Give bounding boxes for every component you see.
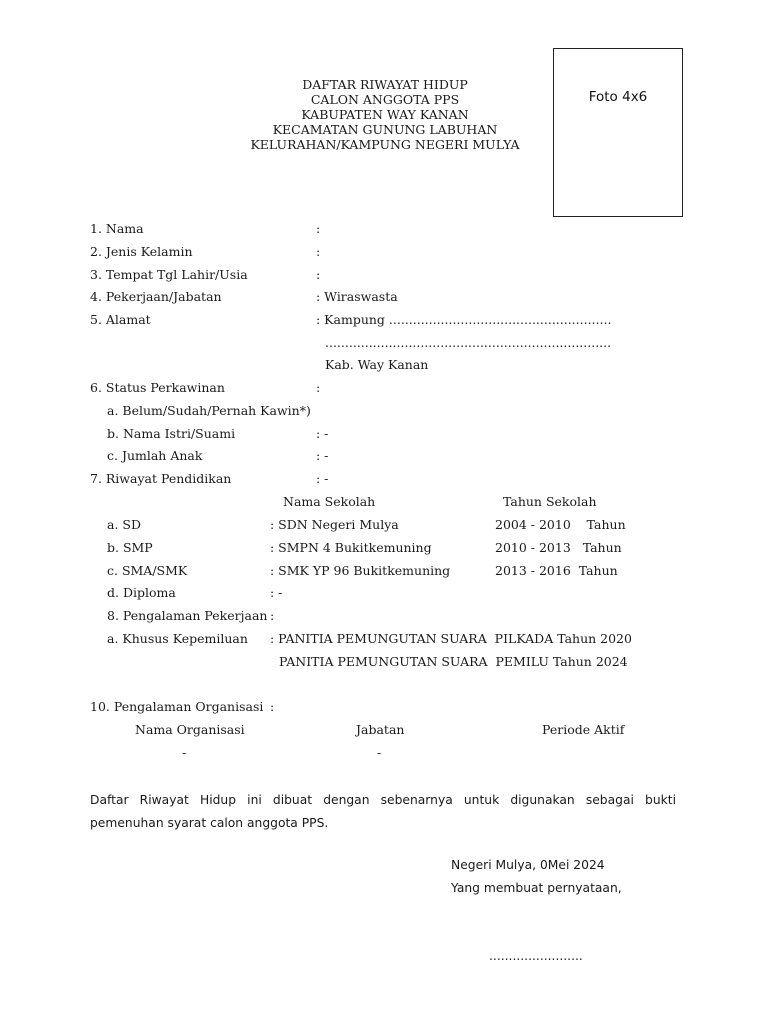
field-nama-label: 1. Nama <box>90 221 144 236</box>
field-ttl-value: : <box>316 267 321 282</box>
statement-paragraph: Daftar Riwayat Hidup ini dibuat dengan sebenarnya untuk digunakan sebagai bukti pemenuhan syarat calon anggota PPS. <box>90 793 676 830</box>
education-level: a. SD <box>107 517 141 532</box>
signature-place-date: Negeri Mulya, 0Mei 2024 <box>451 858 605 872</box>
field-status-value: : <box>316 380 321 395</box>
education-year: 2004 - 2010 Tahun <box>495 517 626 532</box>
experience-khusus-line1: : PANITIA PEMUNGUTAN SUARA PILKADA Tahun 2020 <box>270 631 632 646</box>
document-header <box>230 77 540 152</box>
organization-colon: : <box>270 699 275 714</box>
experience-label: 8. Pengalaman Pekerjaan <box>107 608 268 623</box>
field-status-b-label: b. Nama Istri/Suami <box>107 426 236 441</box>
field-status-a-label: a. Belum/Sudah/Pernah Kawin*) <box>107 403 311 418</box>
header-title: DAFTAR RIWAYAT HIDUP <box>302 77 468 92</box>
field-pendidikan-value: : - <box>316 471 329 486</box>
field-ttl-label: 3. Tempat Tgl Lahir/Usia <box>90 267 248 282</box>
field-pendidikan-label: 7. Riwayat Pendidikan <box>90 471 232 486</box>
experience-colon: : <box>270 608 275 623</box>
photo-label: Foto 4x6 <box>588 89 648 105</box>
organization-label: 10. Pengalaman Organisasi <box>90 699 264 714</box>
education-school: : - <box>270 585 283 600</box>
photo-box <box>553 48 683 217</box>
signature-maker: Yang membuat pernyataan, <box>451 881 622 895</box>
education-level: b. SMP <box>107 540 153 555</box>
signature-name-dots: ........................ <box>489 949 583 963</box>
experience-khusus-line2: PANITIA PEMUNGUTAN SUARA PEMILU Tahun 2024 <box>279 654 628 669</box>
education-year: 2010 - 2013 Tahun <box>495 540 622 555</box>
organization-col-name: Nama Organisasi <box>135 722 245 737</box>
organization-col-period: Periode Aktif <box>542 722 625 737</box>
field-status-c-value: : - <box>316 448 329 463</box>
field-status-label: 6. Status Perkawinan <box>90 380 225 395</box>
field-jenis-kelamin-value: : <box>316 244 321 259</box>
education-col-year: Tahun Sekolah <box>503 494 597 509</box>
field-jenis-kelamin-label: 2. Jenis Kelamin <box>90 244 193 259</box>
header-village: KELURAHAN/KAMPUNG NEGERI MULYA <box>250 137 520 152</box>
field-alamat-line1: : Kampung ........................................................ <box>316 312 612 327</box>
education-level: c. SMA/SMK <box>107 563 188 578</box>
field-status-c-label: c. Jumlah Anak <box>107 448 203 463</box>
field-alamat-label: 5. Alamat <box>90 312 151 327</box>
field-pekerjaan-value: : Wiraswasta <box>316 289 398 304</box>
field-pekerjaan-label: 4. Pekerjaan/Jabatan <box>90 289 222 304</box>
field-status-b-value: : - <box>316 426 329 441</box>
education-school: : SMPN 4 Bukitkemuning <box>270 540 432 555</box>
education-level: d. Diploma <box>107 585 176 600</box>
header-regency: KABUPATEN WAY KANAN <box>301 107 469 122</box>
education-year: 2013 - 2016 Tahun <box>495 563 618 578</box>
education-school: : SDN Negeri Mulya <box>270 517 399 532</box>
field-alamat-line2: ........................................................................ <box>325 335 612 350</box>
header-subtitle: CALON ANGGOTA PPS <box>310 92 460 107</box>
organization-row-position: - <box>377 745 382 760</box>
organization-row-name: - <box>182 745 187 760</box>
education-col-school: Nama Sekolah <box>283 494 376 509</box>
organization-col-position: Jabatan <box>356 722 405 737</box>
field-alamat-line3: Kab. Way Kanan <box>325 357 429 372</box>
header-district: KECAMATAN GUNUNG LABUHAN <box>272 122 498 137</box>
experience-khusus-label: a. Khusus Kepemiluan <box>107 631 248 646</box>
field-nama-value: : <box>316 221 321 236</box>
education-school: : SMK YP 96 Bukitkemuning <box>270 563 451 578</box>
